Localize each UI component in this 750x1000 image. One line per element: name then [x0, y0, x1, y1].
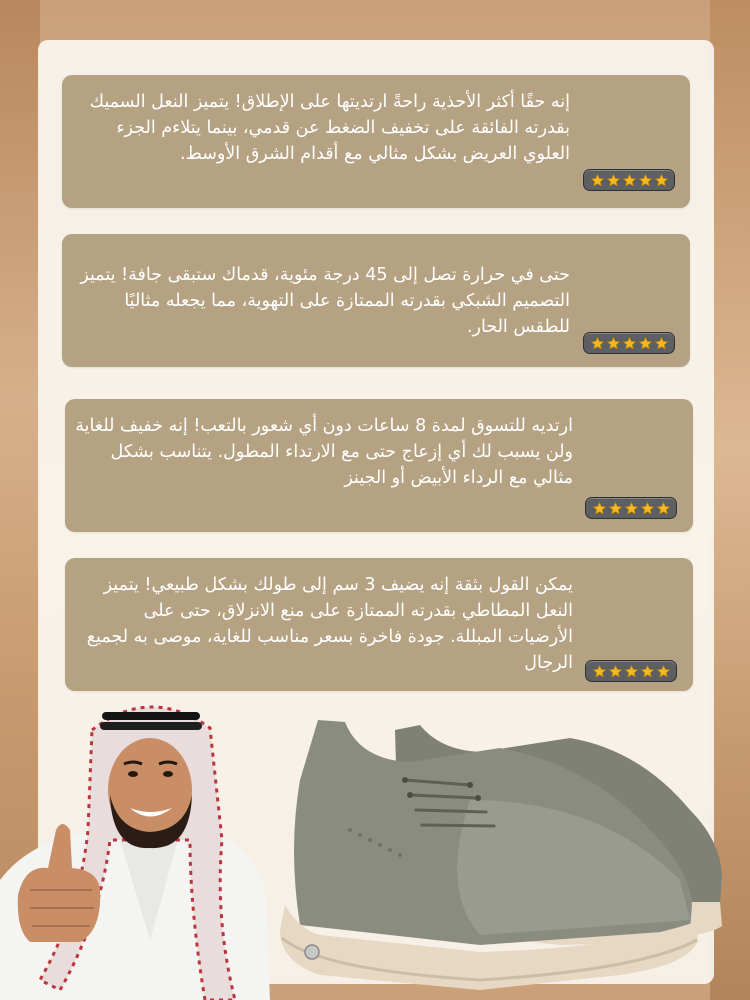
star-icon [590, 173, 605, 188]
star-rating-badge-4 [585, 660, 677, 682]
star-icon [656, 501, 671, 516]
man-thumbs-up-figure [0, 707, 270, 1000]
star-icon [654, 336, 669, 351]
star-icon [606, 173, 621, 188]
review-card-1 [62, 75, 690, 208]
star-icon [590, 336, 605, 351]
gray-casual-shoe [280, 720, 722, 990]
star-rating-badge-2 [583, 332, 675, 354]
star-icon [592, 501, 607, 516]
star-icon [624, 501, 639, 516]
star-icon [656, 664, 671, 679]
star-icon [640, 664, 655, 679]
star-icon [606, 336, 621, 351]
review-text-1: إنه حقًا أكثر الأحذية راحةً ارتديتها على الإطلاق! يتميز النعل السميك بقدرته الفائقة على تخفيف الضغط عن قدمي، بينما يتلاءم الجزء العلوي العريض بشكل مثالي مع أقدام الشرق الأوسط. [89, 92, 570, 164]
review-text-4: يمكن القول بثقة إنه يضيف 3 سم إلى طولك بشكل طبيعي! يتميز النعل المطاطي بقدرته الممتازة على منع الانزلاق، حتى على الأرضيات المبللة. جودة فاخرة بسعر مناسب للغاية، موصى به لجميع الرجال [86, 575, 573, 673]
star-icon [624, 664, 639, 679]
review-card-2 [62, 234, 690, 367]
star-rating-badge-3 [585, 497, 677, 519]
star-icon [622, 336, 637, 351]
star-icon [622, 173, 637, 188]
star-icon [638, 336, 653, 351]
product-illustration [0, 690, 750, 1000]
review-text-3: ارتديه للتسوق لمدة 8 ساعات دون أي شعور بالتعب! إنه خفيف للغاية ولن يسبب لك أي إزعاج حتى مع الارتداء المطول. يتناسب بشكل مثالي مع الرداء الأبيض أو الجينز [75, 416, 573, 488]
review-card-4 [65, 558, 693, 691]
star-rating-badge-1 [583, 169, 675, 191]
star-icon [592, 664, 607, 679]
review-card-3 [65, 399, 693, 532]
review-text-2: حتى في حرارة تصل إلى 45 درجة مئوية، قدماك ستبقى جافة! يتميز التصميم الشبكي بقدرته الممتازة على التهوية، مما يجعله مثاليًا للطقس الحار. [80, 265, 570, 337]
star-icon [608, 664, 623, 679]
star-icon [608, 501, 623, 516]
star-icon [654, 173, 669, 188]
star-icon [640, 501, 655, 516]
star-icon [638, 173, 653, 188]
